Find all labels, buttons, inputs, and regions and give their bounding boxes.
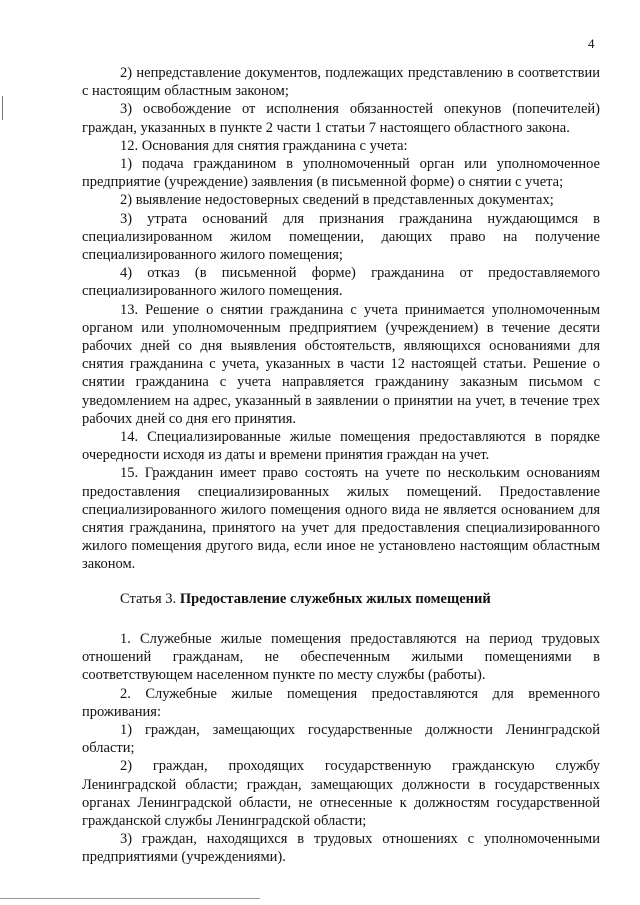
paragraph: 14. Специализированные жилые помещения предоставляются в порядке очередности исходя из даты и времени принятия граждан на учет.	[82, 429, 600, 464]
paragraph: 1) граждан, замещающих государственные должности Ленинградской области;	[82, 721, 600, 757]
paragraph: 2. Служебные жилые помещения предоставляются для временного проживания:	[82, 685, 600, 720]
paragraph: 2) выявление недостоверных сведений в представленных документах;	[120, 192, 554, 209]
article-title: Предоставление служебных жилых помещений	[179, 590, 491, 607]
document-body	[82, 64, 600, 867]
paragraph: 4) отказ (в письменной форме) гражданина от предоставляемого специализированного жилого помещения.	[82, 265, 600, 300]
footnote-divider	[0, 898, 260, 899]
page-number: 4	[588, 36, 595, 51]
paragraph: 3) утрата оснований для признания гражданина нуждающимся в специализированном жилом помещении, дающих право на получение специализированного жилого помещения;	[82, 210, 600, 264]
paragraph: 3) освобождение от исполнения обязанностей опекунов (попечителей) граждан, указанных в пункте 2 части 1 статьи 7 настоящего областного закона.	[82, 101, 600, 136]
paragraph: 2) непредставление документов, подлежащих представлению в соответствии с настоящим областным законом;	[82, 65, 600, 100]
paragraph: 1) подача гражданином в уполномоченный орган или уполномоченное предприятие (учреждение) заявления (в письменной форме) о снятии с учета;	[82, 156, 600, 191]
paragraph: 3) граждан, находящихся в трудовых отношениях с уполномоченными предприятиями (учреждениями).	[82, 831, 600, 866]
paragraph: 15. Гражданин имеет право состоять на учете по нескольким основаниям предоставления специализированных жилых помещений. Предоставление специализированного жилого помещения одного вида не является основанием для снятия гражданина, принятого на учет для предоставления специализированного жилого помещения другого вида, если иное не установлено настоящим областным законом.	[82, 465, 600, 573]
scan-margin-mark	[2, 96, 3, 120]
paragraph: 1. Служебные жилые помещения предоставляются на период трудовых отношений гражданам, не обеспеченным жилыми помещениями в соответствующем населенном пункте по месту службы (работы).	[82, 630, 600, 684]
article-prefix: Статья 3.	[120, 590, 180, 607]
article-heading	[82, 574, 600, 630]
paragraph: 13. Решение о снятии гражданина с учета принимается уполномоченным органом или уполномоченным предприятием (учреждением) в течение десяти рабочих дней со дня выявления обстоятельств, являющихся основаниями для снятия гражданина с учета, указанных в части 12 настоящей статьи. Решение о снятии гражданина с учета направляется гражданину заказным письмом с уведомлением на адрес, указанный в заявлении о принятии на учет, в течение трех рабочих дней со дня его принятия.	[82, 301, 600, 427]
paragraph: 2) граждан, проходящих государственную гражданскую службу Ленинградской области; граждан, замещающих должности в государственных органах Ленинградской области, не отнесенные к должностям государственной гражданской службы Ленинградской области;	[82, 758, 600, 829]
paragraph: 12. Основания для снятия гражданина с учета:	[120, 137, 408, 154]
